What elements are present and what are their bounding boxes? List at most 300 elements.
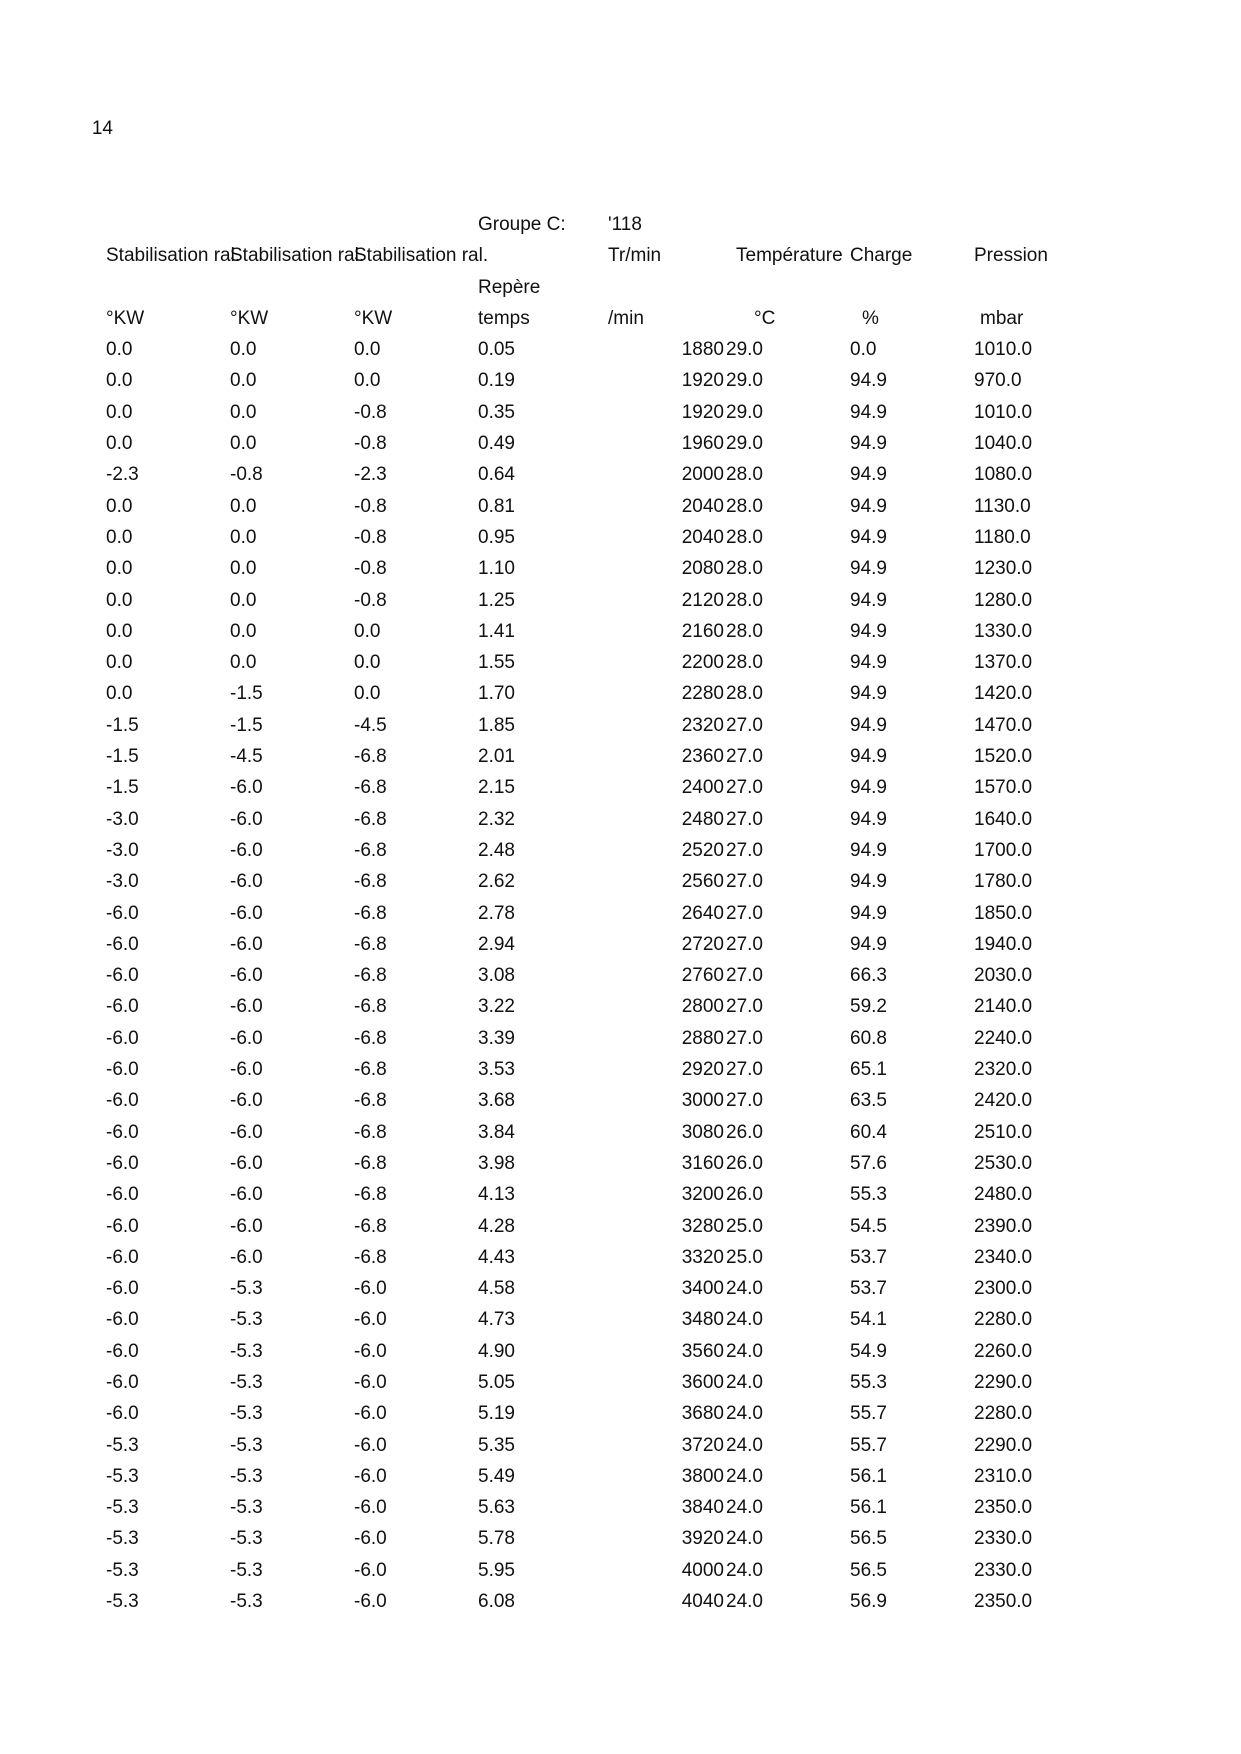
- cell-pression: 1230.0: [974, 558, 1033, 580]
- cell-stabilisation-1: -6.0: [106, 1121, 139, 1143]
- cell-stabilisation-1: -6.0: [106, 1340, 139, 1362]
- cell-charge: 94.9: [850, 433, 887, 455]
- cell-stabilisation-2: -5.3: [230, 1559, 263, 1581]
- cell-pression: 2280.0: [974, 1309, 1033, 1331]
- cell-stabilisation-1: -6.0: [106, 1403, 139, 1425]
- cell-stabilisation-2: -0.8: [230, 464, 263, 486]
- cell-charge: 63.5: [850, 1090, 887, 1112]
- col-title-stabilisation-1: Stabilisation ral.: [106, 245, 241, 267]
- cell-charge: 55.3: [850, 1371, 887, 1393]
- col-title-tr-min: Tr/min: [608, 245, 662, 267]
- cell-repere-temps: 4.58: [478, 1278, 515, 1300]
- cell-tr-min: 2640: [681, 902, 724, 924]
- cell-stabilisation-3: -6.0: [354, 1434, 387, 1456]
- cell-stabilisation-2: -6.0: [230, 902, 263, 924]
- cell-pression: 2390.0: [974, 1215, 1033, 1237]
- cell-repere-temps: 2.01: [478, 746, 515, 768]
- cell-temperature: 28.0: [726, 652, 763, 674]
- cell-pression: 1370.0: [974, 652, 1033, 674]
- col-unit-tr-min: /min: [608, 307, 644, 329]
- cell-temperature: 29.0: [726, 401, 763, 423]
- cell-stabilisation-2: 0.0: [230, 558, 257, 580]
- cell-stabilisation-2: -6.0: [230, 1184, 263, 1206]
- cell-stabilisation-3: 0.0: [354, 339, 381, 361]
- cell-temperature: 27.0: [726, 902, 763, 924]
- cell-temperature: 24.0: [726, 1371, 763, 1393]
- cell-stabilisation-1: -1.5: [106, 714, 139, 736]
- cell-stabilisation-2: -6.0: [230, 965, 263, 987]
- cell-stabilisation-1: 0.0: [106, 652, 133, 674]
- cell-repere-temps: 1.70: [478, 683, 515, 705]
- cell-stabilisation-3: -4.5: [354, 714, 387, 736]
- cell-pression: 2350.0: [974, 1591, 1033, 1613]
- cell-stabilisation-3: -6.8: [354, 902, 387, 924]
- cell-pression: 1180.0: [974, 526, 1031, 548]
- cell-charge: 57.6: [850, 1152, 887, 1174]
- cell-tr-min: 3920: [681, 1528, 724, 1550]
- cell-charge: 66.3: [850, 965, 887, 987]
- cell-pression: 1010.0: [974, 401, 1033, 423]
- col-title-charge: Charge: [850, 245, 913, 267]
- cell-repere-temps: 3.68: [478, 1090, 515, 1112]
- cell-stabilisation-2: -5.3: [230, 1403, 263, 1425]
- cell-temperature: 26.0: [726, 1184, 763, 1206]
- cell-repere-temps: 0.19: [478, 370, 515, 392]
- cell-pression: 1780.0: [974, 871, 1033, 893]
- cell-stabilisation-3: -6.0: [354, 1371, 387, 1393]
- cell-charge: 94.9: [850, 933, 887, 955]
- cell-pression: 1850.0: [974, 902, 1033, 924]
- cell-pression: 1330.0: [974, 620, 1033, 642]
- cell-charge: 94.9: [850, 714, 887, 736]
- cell-charge: 59.2: [850, 996, 887, 1018]
- cell-pression: 2330.0: [974, 1528, 1033, 1550]
- cell-pression: 1010.0: [974, 339, 1033, 361]
- cell-temperature: 24.0: [726, 1278, 763, 1300]
- cell-temperature: 24.0: [726, 1559, 763, 1581]
- cell-stabilisation-2: 0.0: [230, 620, 257, 642]
- cell-repere-temps: 5.05: [478, 1371, 515, 1393]
- cell-temperature: 28.0: [726, 464, 763, 486]
- cell-stabilisation-1: -6.0: [106, 1152, 139, 1174]
- cell-repere-temps: 5.35: [478, 1434, 515, 1456]
- cell-tr-min: 2760: [681, 965, 724, 987]
- cell-stabilisation-2: -1.5: [230, 714, 263, 736]
- cell-repere-temps: 0.95: [478, 526, 515, 548]
- cell-tr-min: 2520: [681, 839, 724, 861]
- cell-tr-min: 3160: [681, 1152, 724, 1174]
- cell-charge: 56.1: [850, 1497, 887, 1519]
- cell-stabilisation-2: -6.0: [230, 1246, 263, 1268]
- cell-pression: 1940.0: [974, 933, 1033, 955]
- cell-charge: 53.7: [850, 1246, 887, 1268]
- cell-temperature: 24.0: [726, 1309, 763, 1331]
- cell-repere-temps: 2.32: [478, 808, 515, 830]
- cell-stabilisation-3: -0.8: [354, 558, 387, 580]
- cell-stabilisation-1: -3.0: [106, 808, 139, 830]
- cell-temperature: 24.0: [726, 1434, 763, 1456]
- cell-tr-min: 1920: [681, 401, 724, 423]
- cell-tr-min: 4040: [681, 1591, 724, 1613]
- cell-repere-temps: 3.39: [478, 1027, 515, 1049]
- cell-stabilisation-3: 0.0: [354, 652, 381, 674]
- cell-stabilisation-1: -6.0: [106, 1027, 139, 1049]
- cell-pression: 1470.0: [974, 714, 1033, 736]
- cell-temperature: 24.0: [726, 1340, 763, 1362]
- cell-stabilisation-1: -5.3: [106, 1497, 139, 1519]
- cell-stabilisation-3: 0.0: [354, 683, 381, 705]
- cell-stabilisation-1: -5.3: [106, 1434, 139, 1456]
- cell-charge: 94.9: [850, 808, 887, 830]
- cell-temperature: 28.0: [726, 526, 763, 548]
- cell-repere-temps: 4.90: [478, 1340, 515, 1362]
- cell-stabilisation-3: -6.8: [354, 1184, 387, 1206]
- col-unit-pression: mbar: [980, 307, 1024, 329]
- cell-stabilisation-2: 0.0: [230, 370, 257, 392]
- cell-tr-min: 2800: [681, 996, 724, 1018]
- cell-stabilisation-1: -5.3: [106, 1528, 139, 1550]
- cell-tr-min: 3600: [681, 1371, 724, 1393]
- cell-temperature: 27.0: [726, 1059, 763, 1081]
- cell-stabilisation-3: -6.8: [354, 746, 387, 768]
- cell-temperature: 28.0: [726, 495, 763, 517]
- col-unit-repere-temps: temps: [478, 307, 530, 329]
- cell-tr-min: 1920: [681, 370, 724, 392]
- cell-stabilisation-2: -5.3: [230, 1371, 263, 1393]
- cell-stabilisation-3: -0.8: [354, 401, 387, 423]
- cell-temperature: 27.0: [726, 1090, 763, 1112]
- col-title-stabilisation-2: Stabilisation ral.: [230, 245, 365, 267]
- cell-stabilisation-3: -6.8: [354, 808, 387, 830]
- cell-pression: 2140.0: [974, 996, 1033, 1018]
- cell-tr-min: 2920: [681, 1059, 724, 1081]
- cell-stabilisation-1: 0.0: [106, 339, 133, 361]
- cell-temperature: 29.0: [726, 370, 763, 392]
- cell-charge: 94.9: [850, 370, 887, 392]
- cell-stabilisation-3: -6.8: [354, 1121, 387, 1143]
- cell-stabilisation-1: 0.0: [106, 683, 133, 705]
- cell-stabilisation-2: 0.0: [230, 495, 257, 517]
- cell-repere-temps: 5.63: [478, 1497, 515, 1519]
- cell-stabilisation-2: -6.0: [230, 1027, 263, 1049]
- cell-tr-min: 2040: [681, 526, 724, 548]
- cell-charge: 94.9: [850, 746, 887, 768]
- cell-repere-temps: 5.19: [478, 1403, 515, 1425]
- cell-stabilisation-1: 0.0: [106, 558, 133, 580]
- cell-temperature: 27.0: [726, 996, 763, 1018]
- cell-charge: 56.5: [850, 1528, 887, 1550]
- cell-charge: 94.9: [850, 683, 887, 705]
- cell-repere-temps: 3.22: [478, 996, 515, 1018]
- cell-stabilisation-2: -6.0: [230, 1121, 263, 1143]
- cell-repere-temps: 2.48: [478, 839, 515, 861]
- cell-stabilisation-2: 0.0: [230, 339, 257, 361]
- cell-repere-temps: 1.55: [478, 652, 515, 674]
- cell-stabilisation-2: -6.0: [230, 933, 263, 955]
- cell-stabilisation-2: -6.0: [230, 1215, 263, 1237]
- cell-stabilisation-3: -6.8: [354, 1152, 387, 1174]
- col-title-pression: Pression: [974, 245, 1048, 267]
- cell-tr-min: 3000: [681, 1090, 724, 1112]
- cell-charge: 60.8: [850, 1027, 887, 1049]
- cell-temperature: 26.0: [726, 1152, 763, 1174]
- cell-repere-temps: 4.73: [478, 1309, 515, 1331]
- cell-tr-min: 2360: [681, 746, 724, 768]
- cell-tr-min: 2280: [681, 683, 724, 705]
- cell-pression: 2280.0: [974, 1403, 1033, 1425]
- cell-stabilisation-1: 0.0: [106, 620, 133, 642]
- cell-pression: 1570.0: [974, 777, 1033, 799]
- cell-temperature: 27.0: [726, 965, 763, 987]
- cell-temperature: 28.0: [726, 683, 763, 705]
- cell-temperature: 29.0: [726, 433, 763, 455]
- cell-temperature: 24.0: [726, 1497, 763, 1519]
- cell-charge: 94.9: [850, 464, 887, 486]
- cell-stabilisation-2: -6.0: [230, 808, 263, 830]
- cell-stabilisation-2: -6.0: [230, 1090, 263, 1112]
- cell-charge: 56.5: [850, 1559, 887, 1581]
- cell-stabilisation-3: 0.0: [354, 620, 381, 642]
- cell-pression: 2510.0: [974, 1121, 1033, 1143]
- cell-stabilisation-2: -5.3: [230, 1528, 263, 1550]
- cell-tr-min: 2040: [681, 495, 724, 517]
- cell-stabilisation-3: -6.0: [354, 1559, 387, 1581]
- cell-stabilisation-2: 0.0: [230, 433, 257, 455]
- cell-stabilisation-1: -3.0: [106, 839, 139, 861]
- cell-charge: 94.9: [850, 902, 887, 924]
- cell-stabilisation-3: -0.8: [354, 589, 387, 611]
- cell-pression: 2260.0: [974, 1340, 1033, 1362]
- cell-pression: 2310.0: [974, 1465, 1033, 1487]
- cell-tr-min: 3560: [681, 1340, 724, 1362]
- cell-stabilisation-3: -6.0: [354, 1591, 387, 1613]
- cell-stabilisation-3: -6.0: [354, 1528, 387, 1550]
- cell-repere-temps: 4.43: [478, 1246, 515, 1268]
- cell-temperature: 27.0: [726, 839, 763, 861]
- cell-pression: 1040.0: [974, 433, 1033, 455]
- page-number: 14: [91, 118, 113, 139]
- cell-stabilisation-1: -6.0: [106, 1215, 139, 1237]
- cell-charge: 94.9: [850, 589, 887, 611]
- cell-charge: 55.3: [850, 1184, 887, 1206]
- cell-stabilisation-3: -0.8: [354, 526, 387, 548]
- cell-repere-temps: 3.98: [478, 1152, 515, 1174]
- cell-stabilisation-2: -6.0: [230, 777, 263, 799]
- cell-charge: 60.4: [850, 1121, 887, 1143]
- cell-charge: 54.1: [850, 1309, 887, 1331]
- cell-repere-temps: 1.85: [478, 714, 515, 736]
- cell-tr-min: 1960: [681, 433, 724, 455]
- cell-stabilisation-3: -0.8: [354, 495, 387, 517]
- cell-stabilisation-1: -6.0: [106, 1371, 139, 1393]
- cell-stabilisation-3: -6.8: [354, 1059, 387, 1081]
- cell-stabilisation-3: -6.8: [354, 1090, 387, 1112]
- cell-stabilisation-1: -2.3: [106, 464, 139, 486]
- cell-stabilisation-1: -5.3: [106, 1559, 139, 1581]
- cell-stabilisation-3: -6.0: [354, 1497, 387, 1519]
- cell-charge: 54.5: [850, 1215, 887, 1237]
- cell-pression: 1080.0: [974, 464, 1033, 486]
- cell-stabilisation-1: -6.0: [106, 996, 139, 1018]
- cell-stabilisation-3: -6.8: [354, 996, 387, 1018]
- cell-charge: 94.9: [850, 526, 887, 548]
- cell-temperature: 25.0: [726, 1215, 763, 1237]
- cell-charge: 55.7: [850, 1434, 887, 1456]
- cell-tr-min: 3320: [681, 1246, 724, 1268]
- cell-stabilisation-3: -6.8: [354, 1215, 387, 1237]
- cell-repere-temps: 5.95: [478, 1559, 515, 1581]
- cell-stabilisation-3: -6.0: [354, 1309, 387, 1331]
- cell-tr-min: 2160: [681, 620, 724, 642]
- cell-stabilisation-2: -6.0: [230, 1059, 263, 1081]
- cell-stabilisation-3: -6.8: [354, 965, 387, 987]
- cell-temperature: 24.0: [726, 1465, 763, 1487]
- cell-stabilisation-1: -6.0: [106, 902, 139, 924]
- cell-stabilisation-3: -6.8: [354, 933, 387, 955]
- cell-tr-min: 2480: [681, 808, 724, 830]
- cell-stabilisation-3: -6.0: [354, 1403, 387, 1425]
- cell-repere-temps: 2.78: [478, 902, 515, 924]
- cell-tr-min: 3800: [681, 1465, 724, 1487]
- cell-charge: 56.1: [850, 1465, 887, 1487]
- cell-stabilisation-2: -6.0: [230, 871, 263, 893]
- cell-stabilisation-2: -5.3: [230, 1465, 263, 1487]
- cell-charge: 94.9: [850, 620, 887, 642]
- cell-stabilisation-1: -5.3: [106, 1465, 139, 1487]
- cell-stabilisation-3: -6.8: [354, 777, 387, 799]
- cell-tr-min: 2120: [681, 589, 724, 611]
- cell-stabilisation-2: -6.0: [230, 1152, 263, 1174]
- cell-charge: 94.9: [850, 839, 887, 861]
- cell-repere-temps: 3.53: [478, 1059, 515, 1081]
- cell-pression: 2300.0: [974, 1278, 1033, 1300]
- cell-pression: 2480.0: [974, 1184, 1033, 1206]
- col-unit-temperature: °C: [754, 307, 776, 329]
- cell-tr-min: 2320: [681, 714, 724, 736]
- cell-repere-temps: 5.49: [478, 1465, 515, 1487]
- cell-temperature: 25.0: [726, 1246, 763, 1268]
- cell-stabilisation-1: -1.5: [106, 746, 139, 768]
- cell-stabilisation-3: -6.0: [354, 1340, 387, 1362]
- cell-stabilisation-2: -6.0: [230, 996, 263, 1018]
- cell-stabilisation-1: 0.0: [106, 401, 133, 423]
- cell-charge: 55.7: [850, 1403, 887, 1425]
- cell-tr-min: 3680: [681, 1403, 724, 1425]
- cell-pression: 1420.0: [974, 683, 1033, 705]
- cell-tr-min: 3200: [681, 1184, 724, 1206]
- col-unit-stabilisation-2: °KW: [230, 307, 269, 329]
- col-title-stabilisation-3: Stabilisation ral.: [354, 245, 489, 267]
- cell-pression: 1130.0: [974, 495, 1031, 517]
- cell-stabilisation-3: -6.0: [354, 1465, 387, 1487]
- cell-tr-min: 2400: [681, 777, 724, 799]
- cell-charge: 94.9: [850, 401, 887, 423]
- cell-pression: 2530.0: [974, 1152, 1033, 1174]
- cell-stabilisation-3: -6.0: [354, 1278, 387, 1300]
- cell-tr-min: 3080: [681, 1121, 724, 1143]
- cell-stabilisation-2: -5.3: [230, 1497, 263, 1519]
- cell-stabilisation-2: -5.3: [230, 1340, 263, 1362]
- cell-charge: 94.9: [850, 871, 887, 893]
- cell-temperature: 27.0: [726, 714, 763, 736]
- cell-stabilisation-1: -6.0: [106, 1246, 139, 1268]
- cell-stabilisation-1: -6.0: [106, 933, 139, 955]
- cell-temperature: 24.0: [726, 1403, 763, 1425]
- cell-charge: 94.9: [850, 495, 887, 517]
- cell-repere-temps: 0.81: [478, 495, 515, 517]
- cell-stabilisation-2: 0.0: [230, 652, 257, 674]
- cell-stabilisation-2: 0.0: [230, 401, 257, 423]
- cell-stabilisation-3: -6.8: [354, 871, 387, 893]
- cell-stabilisation-2: -1.5: [230, 683, 263, 705]
- cell-charge: 0.0: [850, 339, 877, 361]
- cell-stabilisation-3: -2.3: [354, 464, 387, 486]
- cell-pression: 2330.0: [974, 1559, 1033, 1581]
- cell-charge: 65.1: [850, 1059, 887, 1081]
- cell-stabilisation-1: 0.0: [106, 589, 133, 611]
- cell-charge: 94.9: [850, 777, 887, 799]
- col-sub-repere-temps: Repère: [478, 276, 541, 298]
- cell-pression: 2350.0: [974, 1497, 1033, 1519]
- cell-tr-min: 3280: [681, 1215, 724, 1237]
- cell-stabilisation-2: 0.0: [230, 526, 257, 548]
- cell-stabilisation-1: -6.0: [106, 1278, 139, 1300]
- cell-stabilisation-1: -1.5: [106, 777, 139, 799]
- cell-tr-min: 2200: [681, 652, 724, 674]
- cell-pression: 1520.0: [974, 746, 1033, 768]
- cell-stabilisation-1: -3.0: [106, 871, 139, 893]
- cell-tr-min: 2000: [681, 464, 724, 486]
- cell-stabilisation-1: -6.0: [106, 1184, 139, 1206]
- cell-temperature: 24.0: [726, 1528, 763, 1550]
- cell-stabilisation-2: -4.5: [230, 746, 263, 768]
- cell-tr-min: 2880: [681, 1027, 724, 1049]
- cell-stabilisation-3: -6.8: [354, 839, 387, 861]
- cell-charge: 54.9: [850, 1340, 887, 1362]
- cell-stabilisation-2: 0.0: [230, 589, 257, 611]
- cell-stabilisation-1: -6.0: [106, 1309, 139, 1331]
- cell-pression: 1280.0: [974, 589, 1033, 611]
- cell-temperature: 28.0: [726, 558, 763, 580]
- cell-repere-temps: 2.15: [478, 777, 515, 799]
- cell-stabilisation-1: -6.0: [106, 965, 139, 987]
- col-unit-stabilisation-3: °KW: [354, 307, 393, 329]
- cell-temperature: 28.0: [726, 620, 763, 642]
- cell-temperature: 27.0: [726, 808, 763, 830]
- cell-charge: 53.7: [850, 1278, 887, 1300]
- cell-stabilisation-3: -0.8: [354, 433, 387, 455]
- cell-repere-temps: 5.78: [478, 1528, 515, 1550]
- cell-repere-temps: 2.94: [478, 933, 515, 955]
- cell-charge: 94.9: [850, 652, 887, 674]
- cell-temperature: 27.0: [726, 777, 763, 799]
- cell-temperature: 27.0: [726, 746, 763, 768]
- cell-stabilisation-1: 0.0: [106, 526, 133, 548]
- cell-stabilisation-1: -6.0: [106, 1059, 139, 1081]
- cell-pression: 2290.0: [974, 1371, 1033, 1393]
- cell-stabilisation-2: -5.3: [230, 1591, 263, 1613]
- cell-tr-min: 2720: [681, 933, 724, 955]
- col-title-temperature: Température: [736, 245, 843, 267]
- cell-repere-temps: 6.08: [478, 1591, 515, 1613]
- cell-repere-temps: 3.08: [478, 965, 515, 987]
- cell-pression: 2420.0: [974, 1090, 1033, 1112]
- cell-pression: 2340.0: [974, 1246, 1033, 1268]
- cell-pression: 2240.0: [974, 1027, 1033, 1049]
- cell-temperature: 28.0: [726, 589, 763, 611]
- cell-tr-min: 3720: [681, 1434, 724, 1456]
- group-label: Groupe C:: [478, 214, 566, 235]
